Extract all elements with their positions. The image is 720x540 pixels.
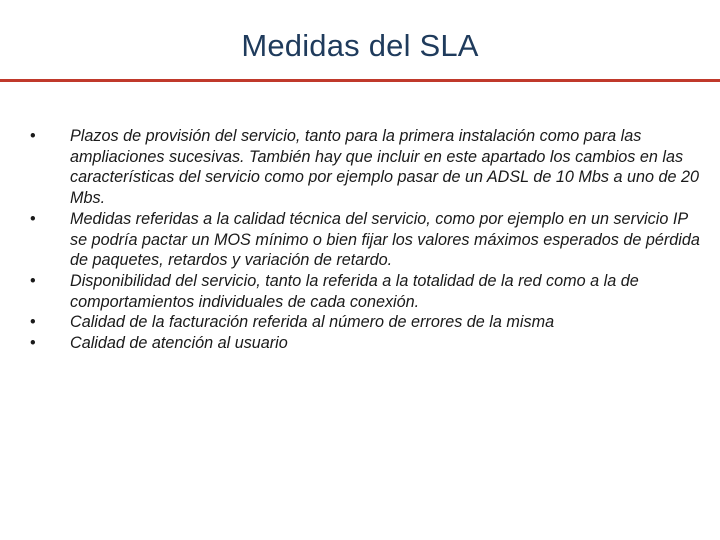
title-divider — [0, 79, 720, 82]
bullet-item — [30, 312, 702, 333]
bullet-item — [30, 333, 702, 354]
bullet-dot-icon: • — [30, 209, 36, 228]
bullet-text: Disponibilidad del servicio, tanto la referida a la totalidad de la red como a la de comportamientos individuales de cada conexión. — [70, 271, 639, 311]
bullet-dot-icon: • — [30, 313, 36, 332]
bullet-text: Calidad de atención al usuario — [70, 334, 288, 353]
bullet-list — [30, 126, 702, 354]
slide-title: Medidas del SLA — [241, 28, 479, 63]
bullet-dot-icon: • — [30, 334, 36, 353]
bullet-item — [30, 126, 702, 209]
bullet-text: Medidas referidas a la calidad técnica del servicio, como por ejemplo en un servicio IP se podría pactar un MOS mínimo o bien fijar los valores máximos esperados de pérdida de paquetes, retardos y variación de retardo. — [70, 209, 700, 270]
bullet-text: Plazos de provisión del servicio, tanto para la primera instalación como para las ampliaciones sucesivas. También hay que incluir en este apartado los cambios en las características del servicio como por ejemplo pasar de un ADSL de 10 Mbs a uno de 20 Mbs. — [70, 127, 699, 208]
bullet-item — [30, 271, 702, 312]
bullet-dot-icon: • — [30, 127, 36, 145]
bullet-text: Calidad de la facturación referida al número de errores de la misma — [70, 313, 555, 332]
bullet-item — [30, 209, 702, 271]
bullet-dot-icon: • — [30, 271, 36, 290]
